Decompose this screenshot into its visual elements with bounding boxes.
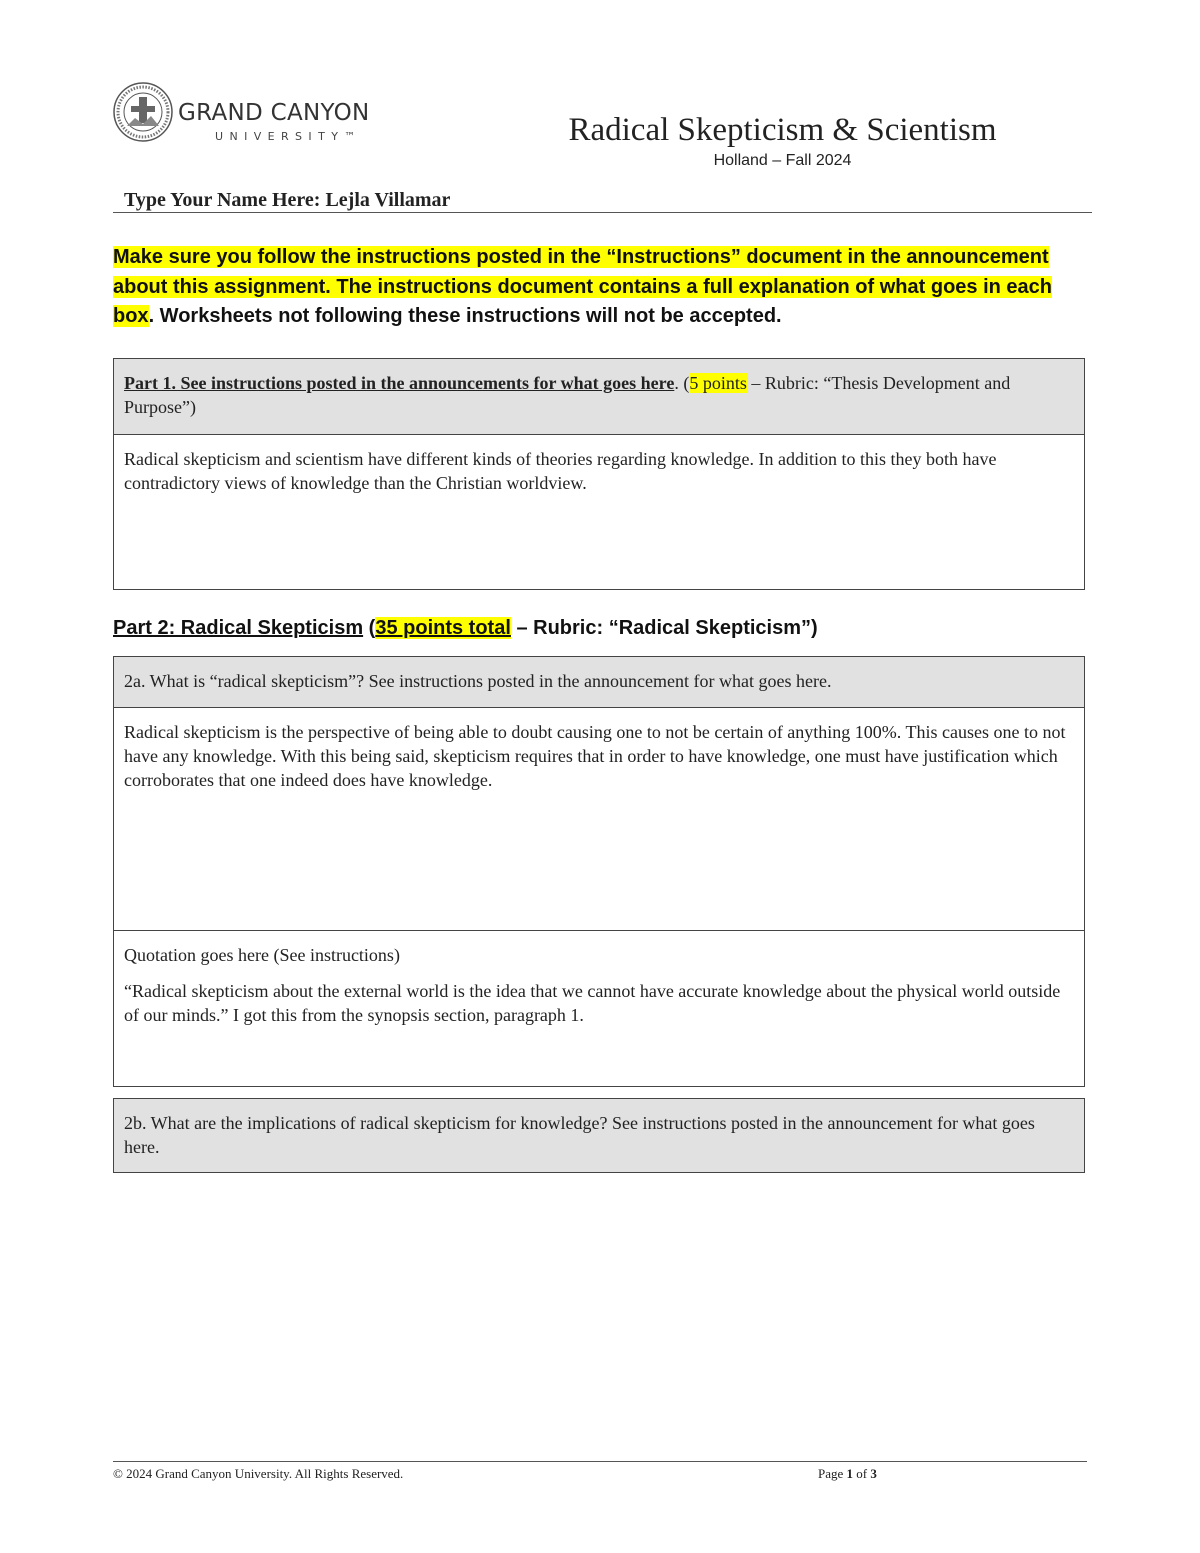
page-total: 3 [870, 1466, 877, 1481]
document-title: Radical Skepticism & Scientism [568, 112, 997, 148]
footer-copyright: © 2024 Grand Canyon University. All Rights Reserved. [113, 1466, 404, 1481]
question-2a-table [113, 656, 1085, 1087]
name-underline-divider [113, 212, 1092, 213]
brand-subtitle: UNIVERSITY™ [215, 130, 362, 143]
footer-divider [113, 1461, 1087, 1462]
part1-prompt-title: Part 1. See instructions posted in the announcements for what goes here [124, 373, 675, 393]
question-2b-prompt: 2b. What are the implications of radical skepticism for knowledge? See instructions posted in the announcement for what goes here. [114, 1099, 1084, 1172]
question-2a-prompt: 2a. What is “radical skepticism”? See instructions posted in the announcement for what goes here. [114, 657, 1084, 708]
quotation-text: “Radical skepticism about the external world is the idea that we cannot have accurate knowledge about the physical world outside of our minds.” I got this from the synopsis section, paragraph 1. [124, 981, 1061, 1025]
student-name-line[interactable]: Type Your Name Here: Lejla Villamar [124, 189, 451, 211]
footer-page-number [818, 1466, 877, 1482]
part1-points-badge: 5 points [689, 373, 747, 393]
page-label: Page [818, 1466, 847, 1481]
question-2a-quotation-field[interactable] [114, 930, 1084, 1086]
instructions-warning-text: . Worksheets not following these instructions will not be accepted. [148, 305, 782, 327]
instructions-highlighted-text: Make sure you follow the instructions posted in the “Instructions” document in the announcement about this assignment. The instructions document contains a full explanation of what goes in each box [113, 246, 1053, 327]
page-current: 1 [846, 1466, 854, 1481]
part2-points-badge: 35 points total [375, 617, 511, 639]
question-2b-table [113, 1098, 1085, 1173]
brand-name: GRAND CANYON [178, 100, 370, 126]
university-seal-logo [113, 82, 173, 142]
part1-rubric-text: – Rubric: “Thesis Development and Purpose”) [124, 373, 1011, 417]
part2-rubric-text: – Rubric: “Radical Skepticism”) [510, 617, 818, 639]
part2-title: Part 2: Radical Skepticism [113, 617, 364, 639]
document-subtitle: Holland – Fall 2024 [713, 152, 852, 169]
quotation-label: Quotation goes here (See instructions) [124, 945, 400, 965]
part2-heading [113, 617, 818, 640]
part2-open-paren: ( [363, 617, 376, 639]
part1-prompt-paren: . ( [674, 373, 690, 393]
part1-table [113, 358, 1085, 590]
question-2a-answer-field[interactable]: Radical skepticism is the perspective of being able to doubt causing one to not be certain of anything 100%. This causes one to not have any knowledge. With this being said, skepticism requires that in order to have knowledge, one must have justification which corroborates that one indeed does have knowledge. [124, 722, 1066, 790]
instructions-notice [113, 243, 1098, 332]
part1-prompt [114, 359, 1084, 435]
page-of-label: of [853, 1466, 871, 1481]
part1-answer-field[interactable]: Radical skepticism and scientism have different kinds of theories regarding knowledge. In addition to this they both have contradictory views of knowledge than the Christian worldview. [124, 449, 997, 493]
